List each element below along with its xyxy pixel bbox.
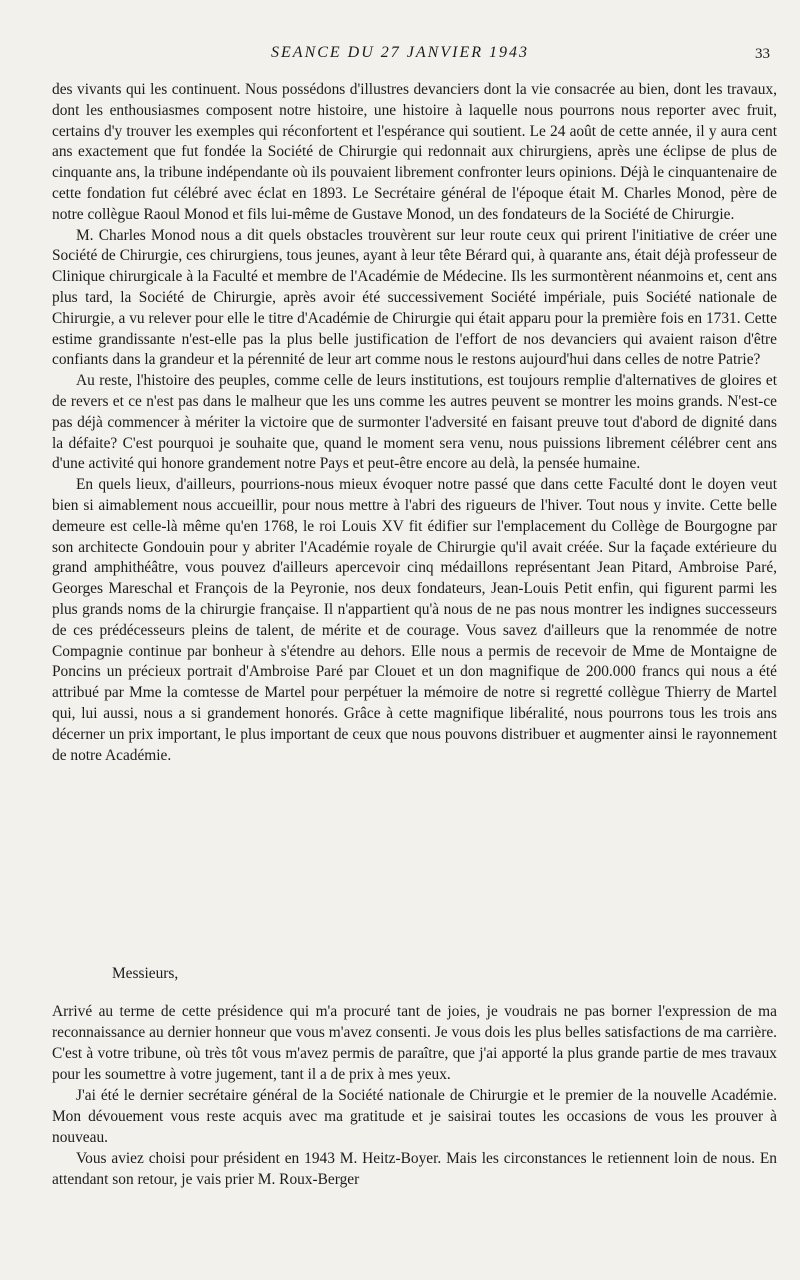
running-title: SEANCE DU 27 JANVIER 1943: [271, 44, 529, 61]
body-text: [52, 80, 777, 766]
page-number: 33: [755, 46, 770, 62]
paragraph: J'ai été le dernier secrétaire général de la Société nationale de Chirurgie et le premier de la nouvelle Académie. Mon dévouement vous reste acquis avec ma gratitude et je saisirai toutes les occasions de vous les prouver à nouveau.: [52, 1087, 777, 1146]
paragraph: M. Charles Monod nous a dit quels obstacles trouvèrent sur leur route ceux qui prirent l'initiative de créer une Société de Chirurgie, ces chirurgiens, tous jeunes, ayant à leur tête Bérard qui, à quarante ans, était déjà professeur de Clinique chirurgicale à la Faculté et membre de l'Académie de Médecine. Ils les surmontèrent néanmoins et, cent ans plus tard, la Société de Chirurgie, après avoir été successivement Société impériale, puis Société nationale de Chirurgie, a vu relever pour elle le titre d'Académie de Chirurgie qui était apparu pour la première fois en 1731. Cette estime grandissante n'est-elle pas la plus belle justification de l'effort de nos devanciers qui avaient raison d'être confiants dans la grandeur et la pérennité de leur art comme nous le restons aujourd'hui dans celles de notre Patrie?: [52, 226, 777, 369]
paragraph: En quels lieux, d'ailleurs, pourrions-nous mieux évoquer notre passé que dans cette Faculté dont le doyen veut bien si aimablement nous accueillir, pour nous mettre à l'abri des rigueurs de l'hiver. Tout nous y invite. Cette belle demeure est celle-là même qu'en 1768, le roi Louis XV fit édifier sur l'emplacement du Collège de Bourgogne par son architecte Gondouin pour y abriter l'Académie royale de Chirurgie qu'il avait créée. Sur la façade extérieure du grand amphithéâtre, vous pouvez d'ailleurs apercevoir cinq médaillons représentant Jean Pitard, Ambroise Paré, Georges Mareschal et François de la Peyronie, nos deux fondateurs, Jean-Louis Petit enfin, qui figurent parmi les plus grands noms de la chirurgie française. Il n'appartient qu'à nous de ne pas nous montrer les indignes successeurs de ces prédécesseurs pleins de talent, de mérite et de courage. Vous savez d'ailleurs que la renommée de notre Compagnie continue par bonheur à s'étendre au dehors. Elle nous a permis de recevoir de Mme de Montaigne de Poncins un précieux portrait d'Ambroise Paré par Clouet et un don magnifique de 200.000 francs qui nous a été attribué par Mme la comtesse de Martel pour perpétuer la mémoire de notre si regretté collègue Thierry de Martel qui, lui aussi, nous a si grandement honorés. Grâce à cette magnifique libéralité, nous pourrons tous les trois ans décerner un prix important, le plus important de ceux que nous pouvons distribuer et augmenter ainsi le rayonnement de notre Académie.: [52, 476, 777, 764]
paragraph: Arrivé au terme de cette présidence qui m'a procuré tant de joies, je voudrais ne pas borner l'expression de ma reconnaissance au dernier honneur que vous m'avez consenti. Je vous dois les plus belles satisfactions de ma carrière. C'est à votre tribune, où très tôt vous m'avez permis de paraître, que j'ai apporté la plus grande partie de mes travaux pour les soumettre à votre jugement, tant il a de prix à mes yeux.: [52, 1003, 777, 1083]
closing-text: [52, 1001, 777, 1190]
paragraph: des vivants qui les continuent. Nous possédons d'illustres devanciers dont la vie consacrée au bien, dont les travaux, dont les enthousiasmes composent notre histoire, une histoire à laquelle nous pourrons nous reporter avec fruit, certains d'y trouver les exemples qui réconfortent et l'espérance qui soutient. Le 24 août de cette année, il y aura cent ans exactement que fut fondée la Société de Chirurgie qui redonnait aux chirurgiens, après une éclipse de plus de cinquante ans, la tribune indépendante où ils pouvaient librement confronter leurs opinions. Déjà le cinquantenaire de cette fondation fut célébré avec éclat en 1893. Le Secrétaire général de l'époque était M. Charles Monod, père de notre collègue Raoul Monod et fils lui-même de Gustave Monod, un des fondateurs de la Société de Chirurgie.: [52, 81, 777, 223]
paragraph: Vous aviez choisi pour président en 1943 M. Heitz-Boyer. Mais les circonstances le retiennent loin de nous. En attendant son retour, je vais prier M. Roux-Berger: [52, 1150, 777, 1188]
salutation: Messieurs,: [112, 965, 179, 982]
paragraph: Au reste, l'histoire des peuples, comme celle de leurs institutions, est toujours remplie d'alternatives de gloires et de revers et ce n'est pas dans le malheur que les uns comme les autres peuvent se montrer les moins grands. N'est-ce pas déjà commencer à mériter la victoire que de surmonter l'adversité en faisant preuve tout d'abord de dignité dans la défaite? C'est pourquoi je souhaite que, quand le moment sera venu, nous puissions librement célébrer cent ans d'une activité qui honore grandement notre Pays et peut-être encore au delà, la pensée humaine.: [52, 372, 777, 473]
